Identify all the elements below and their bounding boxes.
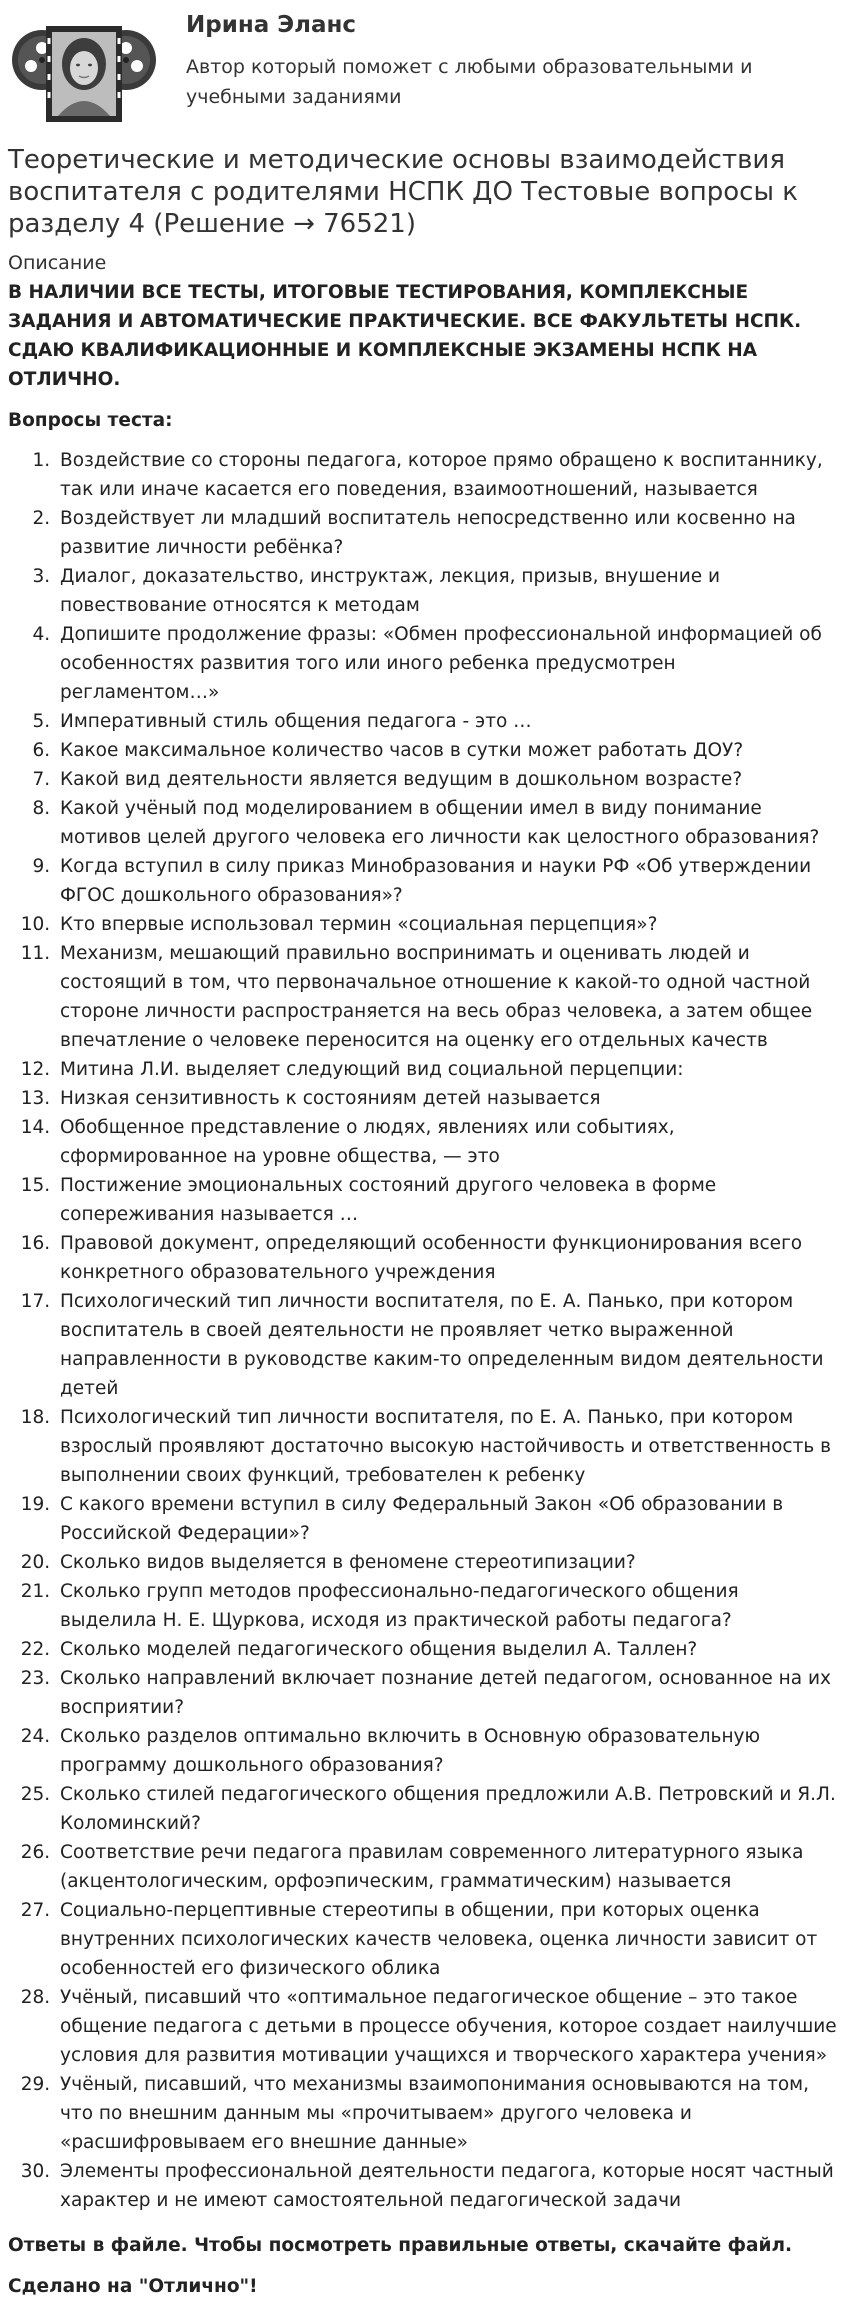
page-title: Теоретические и методические основы взаимодействия воспитателя с родителями НСПК ДО Тестовые вопросы к разделу 4 (Решение → 76521) <box>8 145 798 239</box>
film-reel-avatar-icon <box>8 8 160 126</box>
question-item: 22. Сколько моделей педагогического общения выделил А. Таллен? <box>56 1635 837 1664</box>
question-item: 10. Кто впервые использовал термин «социальная перцепция»? <box>56 910 837 939</box>
question-item: 18. Психологический тип личности воспитателя, по Е. А. Панько, при котором взрослый проявляют достаточно высокую настойчивость и ответственность в выполнении своих функций, требователен к ребенку <box>56 1403 837 1490</box>
question-item: 4. Допишите продолжение фразы: «Обмен профессиональной информацией об особенностях развития того или иного ребенка предусмотрен регламентом…» <box>56 620 837 707</box>
question-item: 28. Учёный, писавший что «оптимальное педагогическое общение – это такое общение педагога с детьми в процессе обучения, которое создает наилучшие условия для развития мотивации учащихся и творческого характера учения» <box>56 1983 837 2070</box>
question-item: 21. Сколько групп методов профессионально-педагогического общения выделила Н. Е. Щуркова, исходя из практической работы педагога? <box>56 1577 837 1635</box>
question-item: 30. Элементы профессиональной деятельности педагога, которые носят частный характер и не имеют самостоятельной педагогической задачи <box>56 2157 837 2215</box>
question-item: 9. Когда вступил в силу приказ Минобразования и науки РФ «Об утверждении ФГОС дошкольного образования»? <box>56 852 837 910</box>
question-item: 27. Социально-перцептивные стереотипы в общении, при которых оценка внутренних психологических качеств человека, оценка личности зависит от особенностей его физического облика <box>56 1896 837 1983</box>
question-item: 1. Воздействие со стороны педагога, которое прямо обращено к воспитаннику, так или иначе касается его поведения, взаимоотношений, называется <box>56 446 837 504</box>
author-block <box>8 0 837 130</box>
intro-text: В НАЛИЧИИ ВСЕ ТЕСТЫ, ИТОГОВЫЕ ТЕСТИРОВАНИЯ, КОМПЛЕКСНЫЕ ЗАДАНИЯ И АВТОМАТИЧЕСКИЕ ПРАКТИЧЕСКИЕ. ВСЕ ФАКУЛЬТЕТЫ НСПК. СДАЮ КВАЛИФИКАЦИОННЫЕ И КОМПЛЕКСНЫЕ ЭКЗАМЕНЫ НСПК НА ОТЛИЧНО. <box>8 282 802 390</box>
done-note: Сделано на "Отлично"! <box>8 2276 258 2297</box>
question-item: 24. Сколько разделов оптимально включить в Основную образовательную программу дошкольного образования? <box>56 1722 837 1780</box>
question-item: 23. Сколько направлений включает познание детей педагогом, основанное на их восприятии? <box>56 1664 837 1722</box>
question-item: 3. Диалог, доказательство, инструктаж, лекция, призыв, внушение и повествование относятся к методам <box>56 562 837 620</box>
question-item: 2. Воздействует ли младший воспитатель непосредственно или косвенно на развитие личности ребёнка? <box>56 504 837 562</box>
question-item: 17. Психологический тип личности воспитателя, по Е. А. Панько, при котором воспитатель в своей деятельности не проявляет четко выраженной направленности в руководстве каким-то определенным видом деятельности детей <box>56 1287 837 1403</box>
author-description: Автор который поможет с любыми образовательными и учебными заданиями <box>186 56 753 108</box>
question-item: 25. Сколько стилей педагогического общения предложили А.В. Петровский и Я.Л. Коломинский? <box>56 1780 837 1838</box>
question-item: 12. Митина Л.И. выделяет следующий вид социальной перцепции: <box>56 1055 837 1084</box>
question-item: 14. Обобщенное представление о людях, явлениях или событиях, сформированное на уровне общества, — это <box>56 1113 837 1171</box>
answers-note: Ответы в файле. Чтобы посмотреть правильные ответы, скачайте файл. <box>8 2235 793 2256</box>
question-item: 15. Постижение эмоциональных состояний другого человека в форме сопереживания называется … <box>56 1171 837 1229</box>
question-item: 20. Сколько видов выделяется в феномене стереотипизации? <box>56 1548 837 1577</box>
question-item: 19. С какого времени вступил в силу Федеральный Закон «Об образовании в Российской Федерации»? <box>56 1490 837 1548</box>
question-item: 8. Какой учёный под моделированием в общении имел в виду понимание мотивов целей другого человека его личности как целостного образования? <box>56 794 837 852</box>
question-item: 13. Низкая сензитивность к состояниям детей называется <box>56 1084 837 1113</box>
description-label: Описание <box>8 252 107 274</box>
questions-heading: Вопросы теста: <box>8 410 173 431</box>
questions-list <box>8 446 837 2215</box>
question-item: 26. Соответствие речи педагога правилам современного литературного языка (акцентологическим, орфоэпическим, грамматическим) называется <box>56 1838 837 1896</box>
question-item: 29. Учёный, писавший, что механизмы взаимопонимания основываются на том, что по внешним данным мы «прочитываем» другого человека и «расшифровываем его внешние данные» <box>56 2070 837 2157</box>
question-item: 5. Императивный стиль общения педагога - это … <box>56 707 837 736</box>
author-info <box>186 8 826 112</box>
question-item: 16. Правовой документ, определяющий особенности функционирования всего конкретного образовательного учреждения <box>56 1229 837 1287</box>
avatar[interactable] <box>8 8 160 126</box>
question-item: 7. Какой вид деятельности является ведущим в дошкольном возрасте? <box>56 765 837 794</box>
author-name[interactable]: Ирина Эланс <box>186 12 357 38</box>
question-item: 6. Какое максимальное количество часов в сутки может работать ДОУ? <box>56 736 837 765</box>
question-item: 11. Механизм, мешающий правильно воспринимать и оценивать людей и состоящий в том, что первоначальное отношение к какой-то одной частной стороне личности распространяется на весь образ человека, а затем общее впечатление о человеке переносится на оценку его отдельных качеств <box>56 939 837 1055</box>
